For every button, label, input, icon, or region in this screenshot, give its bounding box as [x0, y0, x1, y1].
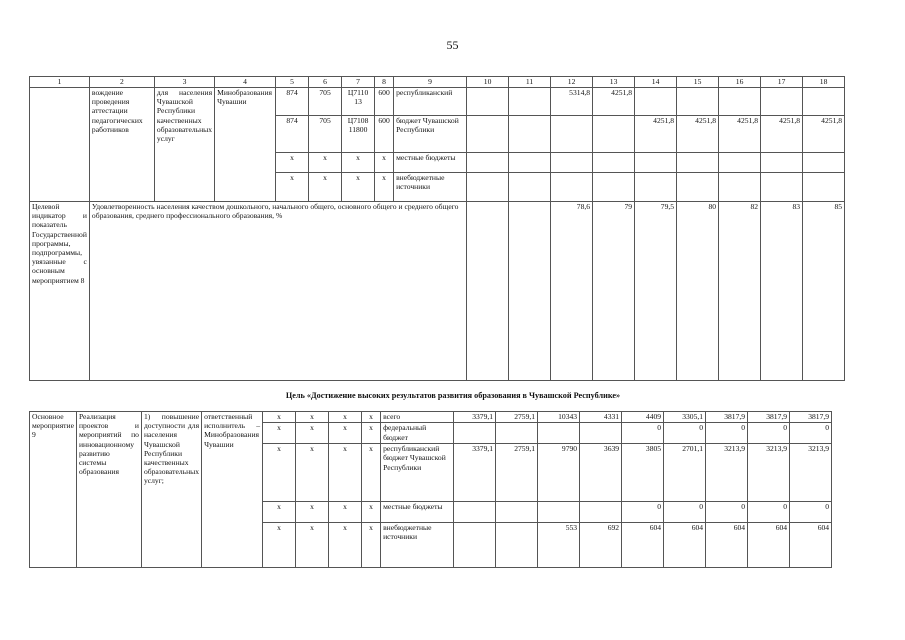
funding-source: бюджет Чувашской Республики [394, 116, 467, 153]
value-cell [635, 173, 677, 202]
value-cell: 9790 [538, 444, 580, 502]
value-cell [580, 502, 622, 523]
grbs-code: x [263, 444, 296, 502]
value-cell: 0 [622, 502, 664, 523]
funding-source: федеральный бюджет [381, 423, 454, 444]
grbs-code: 874 [276, 116, 309, 153]
value-cell: 4251,8 [635, 116, 677, 153]
value-cell: 3817,9 [748, 412, 790, 423]
value-cell [580, 423, 622, 444]
expense-type-code: x [375, 173, 394, 202]
value-cell [467, 173, 509, 202]
value-cell: 3379,1 [454, 412, 496, 423]
value-cell: 0 [790, 502, 832, 523]
value-cell: 3639 [580, 444, 622, 502]
expense-type-code: 600 [375, 116, 394, 153]
target-article-code: x [329, 423, 362, 444]
col-number: 2 [89, 77, 154, 88]
target-article-code: Ц7108 11800 [342, 116, 375, 153]
page-number: 55 [446, 38, 459, 52]
measure-name-cell: Основное мероприятие 9 [30, 412, 77, 568]
value-cell [677, 153, 719, 173]
value-cell [538, 502, 580, 523]
indicator-value: 83 [761, 202, 803, 381]
expected-result-cell: для населения Чувашской Республики качественных образовательных услуг [154, 88, 214, 202]
value-cell: 604 [622, 523, 664, 568]
value-cell: 4251,8 [677, 116, 719, 153]
target-article-code: x [329, 523, 362, 568]
grbs-code: 874 [276, 88, 309, 116]
col-number: 13 [593, 77, 635, 88]
value-cell [593, 116, 635, 153]
indicator-value: 82 [719, 202, 761, 381]
value-cell [551, 153, 593, 173]
section-code: 705 [309, 88, 342, 116]
col-number: 7 [342, 77, 375, 88]
value-cell [761, 88, 803, 116]
value-cell: 692 [580, 523, 622, 568]
col-number: 17 [761, 77, 803, 88]
section-code: x [296, 444, 329, 502]
program-table-part1 [29, 76, 845, 381]
value-cell: 604 [706, 523, 748, 568]
col-number: 18 [803, 77, 845, 88]
funding-source: местные бюджеты [381, 502, 454, 523]
grbs-code: x [263, 423, 296, 444]
value-cell [761, 173, 803, 202]
indicator-value: 78,6 [551, 202, 593, 381]
value-cell: 4331 [580, 412, 622, 423]
col-number: 15 [677, 77, 719, 88]
value-cell [593, 173, 635, 202]
value-cell [719, 88, 761, 116]
indicator-row [30, 202, 845, 381]
target-article-code: x [329, 412, 362, 423]
indicator-text: Удовлетворенность населения качеством дошкольного, начального общего, основного общего и среднего общего образования, среднего профессионального образования, % [89, 202, 466, 381]
col-number: 8 [375, 77, 394, 88]
expense-type-code: x [362, 444, 381, 502]
value-cell: 4409 [622, 412, 664, 423]
value-cell: 0 [748, 423, 790, 444]
table-row [30, 88, 845, 116]
value-cell [509, 153, 551, 173]
value-cell [538, 423, 580, 444]
funding-source: внебюджетные источники [381, 523, 454, 568]
value-cell: 3305,1 [664, 412, 706, 423]
grbs-code: x [263, 412, 296, 423]
indicator-value: 85 [803, 202, 845, 381]
value-cell [803, 153, 845, 173]
indicator-value: 79 [593, 202, 635, 381]
target-article-code: x [329, 502, 362, 523]
section-code: x [296, 502, 329, 523]
goal-heading: Цель «Достижение высоких результатов развития образования в Чувашской Республике» [285, 391, 621, 400]
funding-source: всего [381, 412, 454, 423]
value-cell [467, 153, 509, 173]
col-number: 10 [467, 77, 509, 88]
funding-source: республиканский бюджет Чувашской Республики [381, 444, 454, 502]
funding-source: внебюджетные источники [394, 173, 467, 202]
value-cell: 4251,8 [719, 116, 761, 153]
value-cell [496, 523, 538, 568]
value-cell [551, 173, 593, 202]
value-cell [677, 88, 719, 116]
section-code: 705 [309, 116, 342, 153]
col-number: 11 [509, 77, 551, 88]
value-cell: 0 [706, 502, 748, 523]
funding-source: местные бюджеты [394, 153, 467, 173]
expense-type-code: x [362, 502, 381, 523]
target-article-code: x [342, 173, 375, 202]
section-code: x [296, 523, 329, 568]
section-code: x [296, 412, 329, 423]
value-cell [719, 173, 761, 202]
expense-type-code: x [362, 523, 381, 568]
value-cell: 3379,1 [454, 444, 496, 502]
value-cell [467, 202, 509, 381]
value-cell [551, 116, 593, 153]
col-number: 14 [635, 77, 677, 88]
expense-type-code: 600 [375, 88, 394, 116]
grbs-code: x [276, 153, 309, 173]
executor-cell: ответственный исполнитель – Минобразования Чувашии [202, 412, 263, 568]
value-cell [467, 116, 509, 153]
executor-cell: Минобразования Чувашии [215, 88, 276, 202]
indicator-value: 80 [677, 202, 719, 381]
value-cell [677, 173, 719, 202]
funding-source: республиканский [394, 88, 467, 116]
value-cell [496, 502, 538, 523]
table-row [30, 412, 832, 423]
col-number: 9 [394, 77, 467, 88]
value-cell: 4251,8 [593, 88, 635, 116]
value-cell: 4251,8 [803, 116, 845, 153]
column-number-row [30, 77, 845, 88]
value-cell [635, 153, 677, 173]
value-cell [509, 116, 551, 153]
col-number: 6 [309, 77, 342, 88]
value-cell: 3213,9 [790, 444, 832, 502]
value-cell: 553 [538, 523, 580, 568]
value-cell [761, 153, 803, 173]
indicator-label: Целевой индикатор и показатель Государственной программы, подпрограммы, увязанные с основным мероприятием 8 [30, 202, 90, 381]
indicator-value: 79,5 [635, 202, 677, 381]
col-number: 1 [30, 77, 90, 88]
measure-name-cell [30, 88, 90, 202]
value-cell [509, 173, 551, 202]
value-cell [454, 502, 496, 523]
value-cell: 604 [790, 523, 832, 568]
section-code: x [296, 423, 329, 444]
col-number: 12 [551, 77, 593, 88]
value-cell: 0 [664, 502, 706, 523]
col-number: 5 [276, 77, 309, 88]
value-cell: 3213,9 [706, 444, 748, 502]
target-article-code: x [342, 153, 375, 173]
value-cell: 604 [748, 523, 790, 568]
col-number: 4 [215, 77, 276, 88]
section-code: x [309, 153, 342, 173]
value-cell: 3213,9 [748, 444, 790, 502]
value-cell: 0 [622, 423, 664, 444]
measure-description-cell: Реализация проектов и мероприятий по инновационному развитию системы образования [76, 412, 141, 568]
target-article-code: Ц7110 13 [342, 88, 375, 116]
value-cell [467, 88, 509, 116]
expense-type-code: x [375, 153, 394, 173]
grbs-code: x [263, 523, 296, 568]
value-cell: 10343 [538, 412, 580, 423]
value-cell [509, 202, 551, 381]
value-cell: 3817,9 [790, 412, 832, 423]
value-cell [593, 153, 635, 173]
value-cell [635, 88, 677, 116]
col-number: 16 [719, 77, 761, 88]
value-cell: 0 [664, 423, 706, 444]
grbs-code: x [263, 502, 296, 523]
value-cell: 2759,1 [496, 444, 538, 502]
measure-description-cell: вождение проведения аттестации педагогических работников [89, 88, 154, 202]
value-cell: 0 [748, 502, 790, 523]
value-cell [509, 88, 551, 116]
target-article-code: x [329, 444, 362, 502]
value-cell: 4251,8 [761, 116, 803, 153]
value-cell: 604 [664, 523, 706, 568]
value-cell [803, 173, 845, 202]
value-cell: 2701,1 [664, 444, 706, 502]
value-cell: 2759,1 [496, 412, 538, 423]
value-cell: 3805 [622, 444, 664, 502]
value-cell: 3817,9 [706, 412, 748, 423]
value-cell [454, 523, 496, 568]
value-cell: 5314,8 [551, 88, 593, 116]
expected-result-cell: 1) повышение доступности для населения Чувашской Республики качественных образовательных услуг; [141, 412, 201, 568]
expense-type-code: x [362, 412, 381, 423]
value-cell [496, 423, 538, 444]
value-cell [719, 153, 761, 173]
value-cell [803, 88, 845, 116]
value-cell: 0 [790, 423, 832, 444]
grbs-code: x [276, 173, 309, 202]
value-cell: 0 [706, 423, 748, 444]
expense-type-code: x [362, 423, 381, 444]
section-code: x [309, 173, 342, 202]
col-number: 3 [154, 77, 214, 88]
value-cell [454, 423, 496, 444]
program-table-part2 [29, 411, 832, 568]
